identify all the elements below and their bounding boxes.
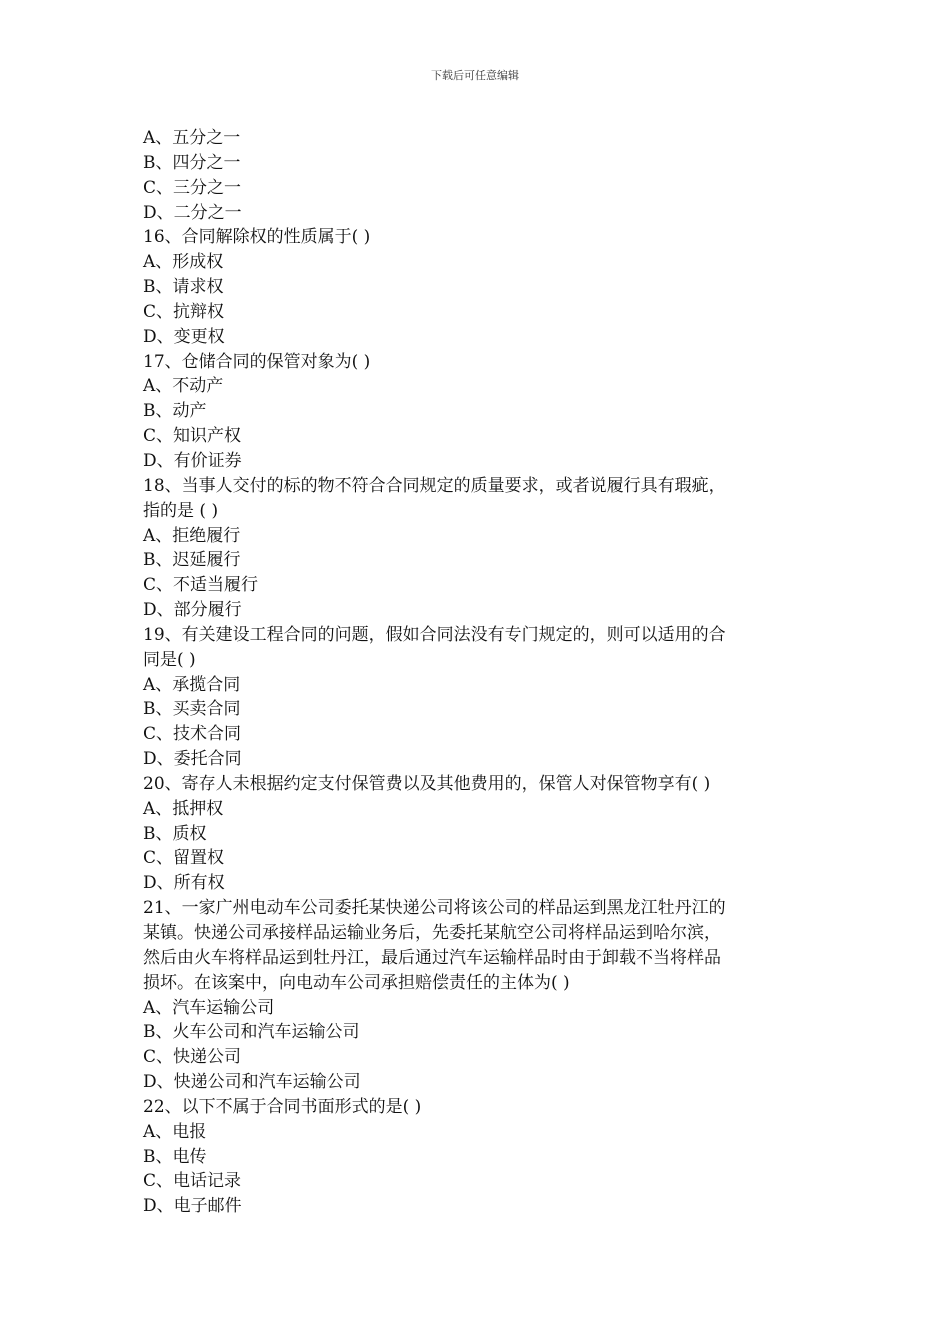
- question-21-cont: 某镇。快递公司承接样品运输业务后，先委托某航空公司将样品运到哈尔滨，: [143, 923, 721, 943]
- text-line: A、五分之一: [143, 128, 241, 148]
- text-line: B、迟延履行: [143, 550, 241, 571]
- document-body: [143, 126, 815, 1219]
- question-22: 22、以下不属于合同书面形式的是( ): [143, 1096, 422, 1117]
- text-line: A、拒绝履行: [143, 525, 241, 546]
- text-line: B、电传: [143, 1146, 207, 1167]
- text-line: C、抗辩权: [143, 301, 225, 322]
- text-line: A、承揽合同: [143, 674, 241, 695]
- text-line: B、质权: [143, 823, 207, 844]
- text-line: C、不适当履行: [143, 575, 259, 596]
- text-line: B、火车公司和汽车运输公司: [143, 1022, 360, 1043]
- question-17: 17、仓储合同的保管对象为( ): [143, 351, 371, 372]
- text-line: A、不动产: [143, 376, 224, 397]
- text-line: A、电报: [143, 1121, 207, 1142]
- text-line: A、汽车运输公司: [143, 997, 275, 1018]
- question-21: 21、一家广州电动车公司委托某快递公司将该公司的样品运到黑龙江牡丹江的: [143, 898, 726, 919]
- text-line: C、技术合同: [143, 724, 242, 745]
- text-line: A、抵押权: [143, 798, 224, 819]
- text-line: C、快递公司: [143, 1047, 242, 1068]
- text-line: D、二分之一: [143, 202, 242, 223]
- question-18: 18、当事人交付的标的物不符合合同规定的质量要求，或者说履行具有瑕疵，: [143, 475, 726, 496]
- text-line: D、快递公司和汽车运输公司: [143, 1072, 361, 1093]
- text-line: C、电话记录: [143, 1171, 242, 1192]
- text-line: D、变更权: [143, 326, 225, 347]
- text-line: B、买卖合同: [143, 699, 241, 720]
- text-line: D、电子邮件: [143, 1196, 242, 1217]
- page-header: 下载后可任意编辑: [431, 69, 519, 82]
- text-line: A、形成权: [143, 252, 224, 273]
- question-21-cont: 损坏。在该案中，向电动车公司承担赔偿责任的主体为( ): [143, 972, 570, 993]
- text-line: D、部分履行: [143, 600, 242, 621]
- question-21-cont: 然后由火车将样品运到牡丹江，最后通过汽车运输样品时由于卸载不当将样品: [143, 947, 721, 968]
- question-19-cont: 同是( ): [143, 649, 196, 670]
- text-line: D、所有权: [143, 873, 225, 894]
- text-line: C、留置权: [143, 848, 225, 869]
- text-line: C、知识产权: [143, 426, 242, 447]
- question-18-cont: 指的是 ( ): [143, 500, 219, 521]
- question-16: 16、合同解除权的性质属于( ): [143, 227, 371, 248]
- text-line: C、三分之一: [143, 177, 242, 198]
- text-line: B、请求权: [143, 277, 224, 298]
- question-19: 19、有关建设工程合同的问题，假如合同法没有专门规定的，则可以适用的合: [143, 624, 726, 645]
- text-line: B、四分之一: [143, 152, 241, 173]
- text-line: D、委托合同: [143, 749, 242, 770]
- text-line: B、动产: [143, 401, 207, 422]
- text-line: D、有价证券: [143, 450, 242, 471]
- question-20: 20、寄存人未根据约定支付保管费以及其他费用的，保管人对保管物享有( ): [143, 773, 711, 794]
